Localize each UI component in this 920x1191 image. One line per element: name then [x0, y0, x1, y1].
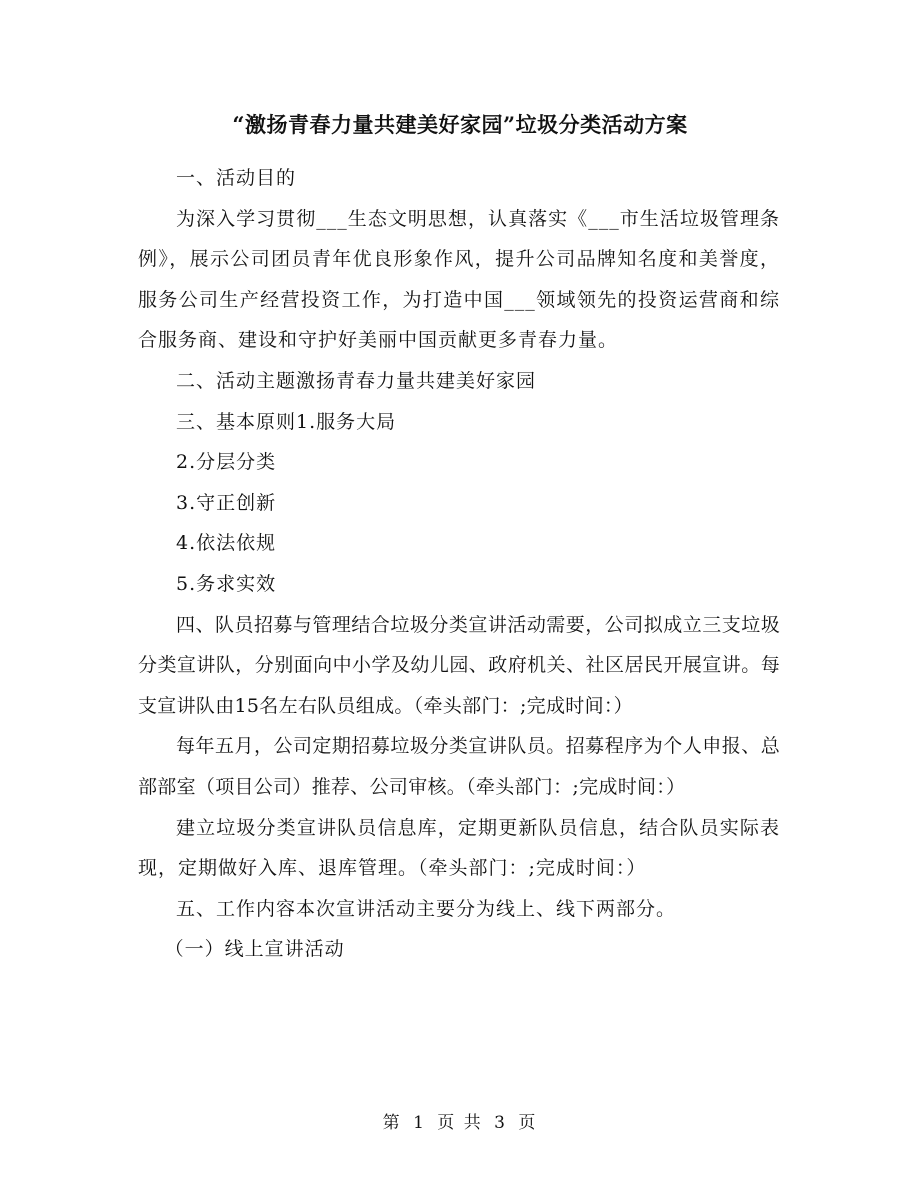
section-heading-work-content: 五、工作内容本次宣讲活动主要分为线上、线下两部分。 [176, 897, 677, 920]
section-heading-principles: 三、基本原则1.服务大局 [176, 410, 397, 433]
document-title: “激扬青春力量共建美好家园”垃圾分类活动方案 [232, 112, 688, 137]
page-label-middle: 页 共 [437, 1113, 483, 1133]
document-body [138, 158, 780, 970]
principle-item-5: 5.务求实效 [176, 572, 277, 595]
principle-item-3: 3.守正创新 [176, 491, 277, 514]
section-heading-theme: 二、活动主题激扬青春力量共建美好家园 [176, 369, 537, 392]
page-label-prefix: 第 [382, 1113, 402, 1133]
paragraph-purpose: 为深入学习贯彻___生态文明思想，认真落实《___市生活垃圾管理条例》，展示公司团员青年优良形象作风，提升公司品牌知名度和美誉度，服务公司生产经营投资工作，为打造中国___领域领先的投资运营商和综合服务商、建设和守护好美丽中国贡献更多青春力量。 [138, 207, 780, 352]
subsection-heading-online: （一）线上宣讲活动 [164, 938, 345, 961]
section-heading-purpose: 一、活动目的 [176, 167, 297, 189]
page-number-total: 3 [494, 1113, 507, 1133]
principle-item-2: 2.分层分类 [176, 451, 277, 474]
principle-item-4: 4.依法依规 [176, 532, 277, 555]
paragraph-recruitment: 四、队员招募与管理结合垃圾分类宣讲活动需要，公司拟成立三支垃圾分类宣讲队，分别面向中小学及幼儿园、政府机关、社区居民开展宣讲。每支宣讲队由15名左右队员组成。（牵头部门：;完成时间：） [138, 613, 780, 717]
paragraph-member-database: 建立垃圾分类宣讲队员信息库，定期更新队员信息，结合队员实际表现，定期做好入库、退库管理。（牵头部门：;完成时间：） [138, 816, 780, 880]
page-footer [0, 1110, 920, 1136]
page-label-suffix: 页 [518, 1113, 538, 1133]
page-number-current: 1 [413, 1113, 426, 1133]
paragraph-annual-recruitment: 每年五月，公司定期招募垃圾分类宣讲队员。招募程序为个人申报、总部部室（项目公司）推荐、公司审核。（牵头部门：;完成时间：） [138, 735, 780, 798]
